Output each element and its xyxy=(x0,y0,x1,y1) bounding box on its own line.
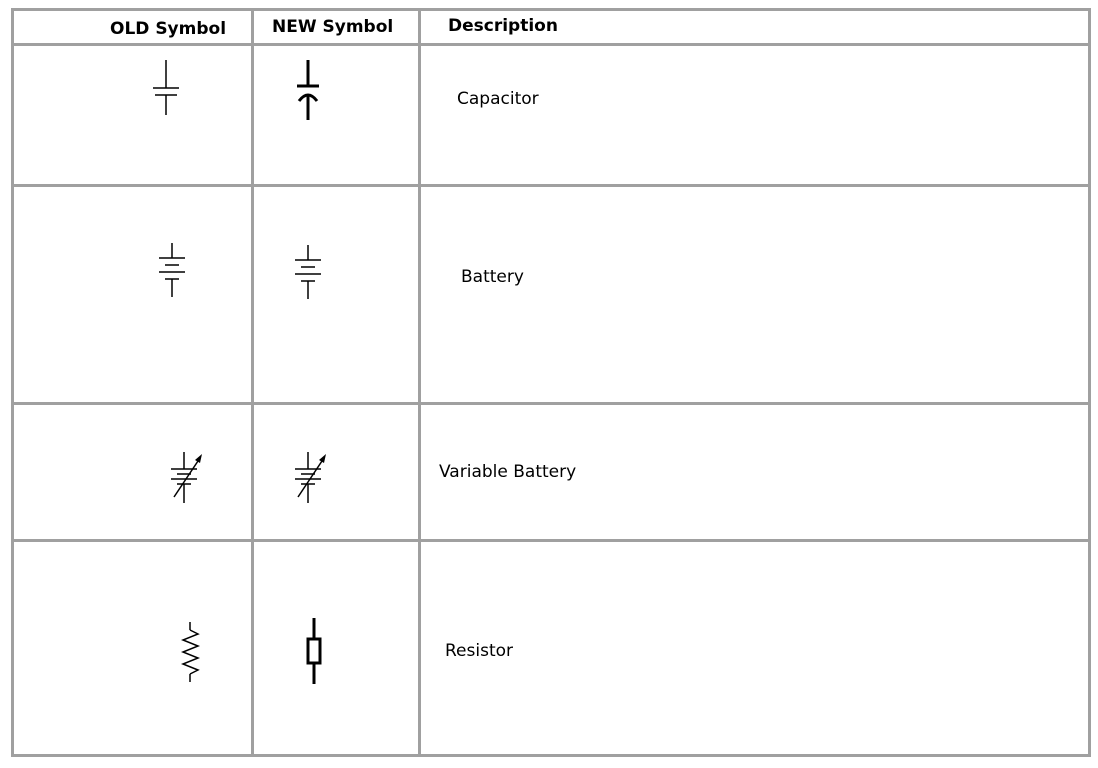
column-divider xyxy=(418,8,421,757)
description-cell: Battery xyxy=(461,267,524,287)
resistor-old-icon xyxy=(178,620,206,684)
resistor-new-icon xyxy=(302,616,326,686)
battery-old-icon xyxy=(156,241,188,299)
description-cell: Capacitor xyxy=(457,89,539,109)
table-border-right xyxy=(1088,8,1091,757)
capacitor-new-icon xyxy=(294,58,322,122)
row-divider xyxy=(11,539,1091,542)
capacitor-old-icon xyxy=(150,58,182,118)
header-description: Description xyxy=(448,16,558,36)
header-new-symbol: NEW Symbol xyxy=(272,17,394,37)
table-border-top xyxy=(11,8,1091,11)
description-cell: Variable Battery xyxy=(439,462,577,482)
table-border-left xyxy=(11,8,14,757)
battery-new-icon xyxy=(292,243,324,301)
description-cell: Resistor xyxy=(445,641,513,661)
header-old-symbol: OLD Symbol xyxy=(110,19,227,39)
variable-battery-new-icon xyxy=(292,450,332,506)
column-divider xyxy=(251,8,254,757)
row-divider xyxy=(11,184,1091,187)
table-border-bottom xyxy=(11,754,1091,757)
variable-battery-old-icon xyxy=(166,450,206,506)
row-divider xyxy=(11,402,1091,405)
header-divider xyxy=(11,43,1091,46)
